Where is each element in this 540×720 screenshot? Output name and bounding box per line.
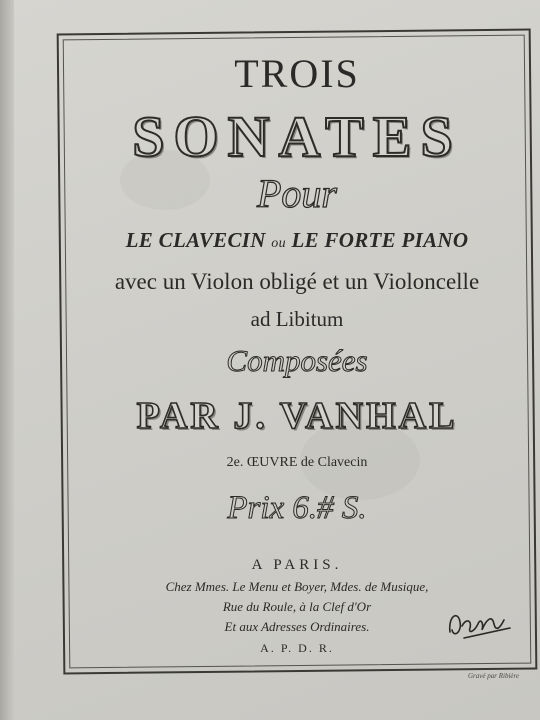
publisher-city: A PARIS. [251, 557, 343, 573]
publisher-address-3: Et aux Adresses Ordinaires. [224, 619, 370, 634]
instrument-forte-piano: LE FORTE PIANO [291, 228, 469, 252]
ad-libitum-line: ad Libitum [250, 307, 344, 331]
engraver-credit: Gravé par Ribière [468, 672, 520, 680]
composer-name: PAR J. VANHAL [136, 395, 458, 437]
title-trois: TROIS [234, 51, 360, 96]
privilege-line: A. P. D. R. [260, 641, 334, 655]
title-sonates: SONATES [132, 104, 462, 169]
opus-line: 2e. ŒUVRE de Clavecin [226, 455, 368, 470]
title-pour: Pour [257, 171, 337, 216]
price-line: Prix 6.# S. [227, 490, 367, 526]
instrument-connector: ou [271, 236, 286, 251]
instrument-clavecin: LE CLAVECIN [125, 228, 266, 252]
instrument-line [66, 227, 528, 257]
composed-label: Composées [226, 343, 368, 378]
accompaniment-line: avec un Violon obligé et un Violoncelle [114, 269, 480, 294]
page-edge-shadow [0, 0, 14, 720]
publisher-address-2: Rue du Roule, à la Clef d'Or [222, 599, 372, 614]
publisher-address-1: Chez Mmes. Le Menu et Boyer, Mdes. de Musique, [165, 579, 429, 594]
handwritten-signature [444, 602, 514, 646]
